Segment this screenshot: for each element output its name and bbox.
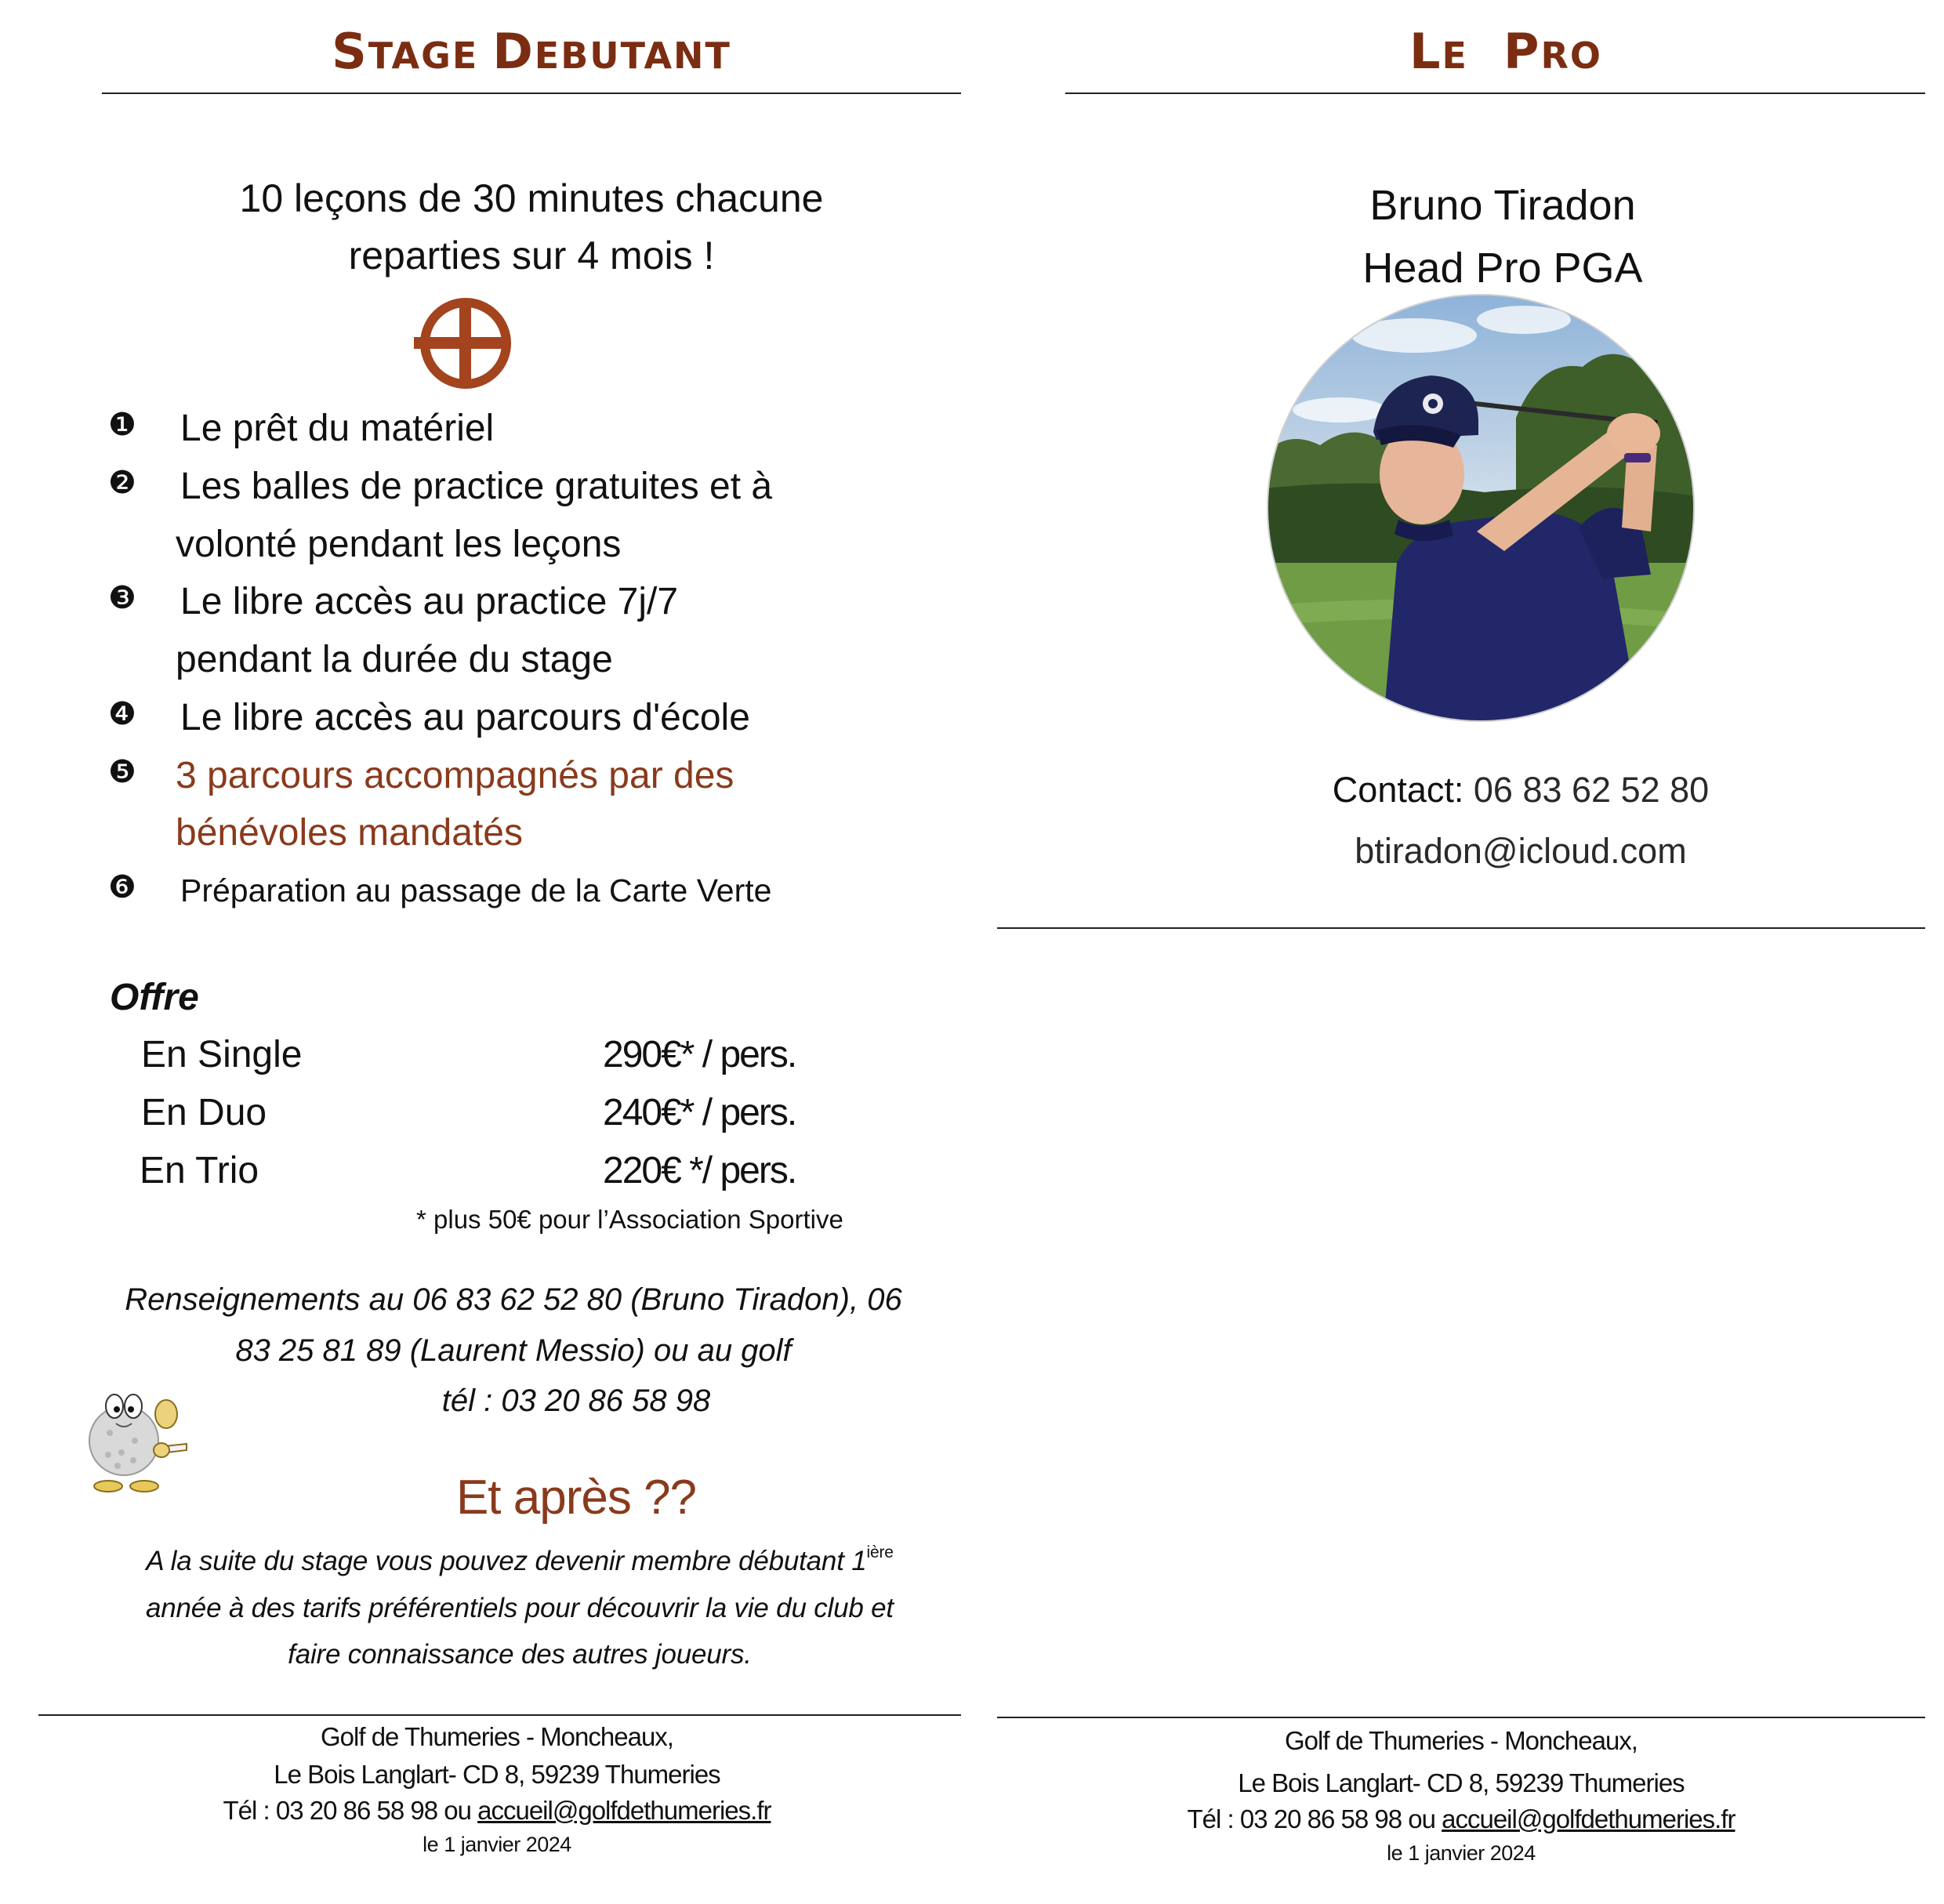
benefit-text: Les balles de practice gratuites et à [180,465,773,507]
benefit-text: bénévoles mandatés [176,812,523,854]
offer-price: 240€* / pers. [603,1092,796,1133]
number-two-icon: ❷ [108,464,136,501]
title-word: PRO [1503,23,1602,80]
pro-name: Bruno Tiradon [1369,182,1636,229]
offer-label: En Duo [141,1092,267,1133]
pro-portrait-photo [1265,292,1696,724]
pro-contact [1129,760,1913,821]
benefit-item [108,689,955,747]
stage-title [102,20,961,87]
footer-email-link[interactable]: accueil@golfdethumeries.fr [1442,1804,1735,1833]
section-divider [997,927,1925,929]
offer-label: En Single [141,1034,303,1075]
after-heading: Et après ?? [455,1471,697,1525]
footer-phone: Tél : 03 20 86 58 98 ou [223,1796,478,1825]
footer-address: Le Bois Langlart- CD 8, 59239 Thumeries [274,1760,720,1789]
footer-divider [997,1717,1925,1718]
contact-label: Contact: [1332,770,1464,810]
ordinal-suffix: ière [866,1543,894,1561]
pro-email [1129,821,1913,882]
number-six-icon: ❻ [108,869,136,905]
offer-heading: Offre [110,977,199,1018]
benefit-item [108,862,955,920]
benefit-text: Le libre accès au parcours d'école [180,696,750,738]
benefit-item [108,458,955,574]
benefit-text: 3 parcours accompagnés par des [176,754,734,796]
benefit-text: Préparation au passage de la Carte Verte [180,872,772,908]
footer-date: le 1 janvier 2024 [1387,1841,1536,1865]
benefits-list [108,400,955,920]
number-three-icon: ❸ [108,580,136,617]
after-text: A la suite du stage vous pouvez devenir membre débutant 1 [146,1546,867,1576]
after-text-line: année à des tarifs préférentiels pour découvrir la vie du club et [146,1593,894,1623]
title-word: LE [1409,23,1468,80]
offer-price: 220€ */ pers. [603,1150,796,1191]
pro-phone: 06 83 62 52 80 [1473,770,1710,810]
pro-email-text: btiradon@icloud.com [1355,831,1687,871]
intro [102,170,961,285]
offer-price: 290€* / pers. [603,1034,796,1075]
offer-row-duo [0,1084,961,1142]
title-divider [102,92,961,94]
pro-title [1503,20,1602,87]
footer-date: le 1 janvier 2024 [423,1833,571,1856]
benefit-text: Le prêt du matériel [180,408,495,449]
benefit-item [108,400,955,458]
footer-club-name: Golf de Thumeries - Moncheaux, [1285,1726,1638,1755]
intro-line: 10 leçons de 30 minutes chacune [239,176,824,220]
benefit-item [108,747,955,863]
title-word: DEBUTANT [492,23,731,80]
pro-role: Head Pro PGA [1362,245,1643,292]
footer-email-link[interactable]: accueil@golfdethumeries.fr [477,1796,771,1825]
offer-label: En Trio [140,1150,259,1191]
pro-title [1409,20,1468,87]
info-line: Renseignements au 06 83 62 52 80 (Bruno Tiradon), 06 [125,1282,902,1317]
after-text-line [78,1538,961,1585]
footer-divider [38,1714,961,1716]
footer-phone: Tél : 03 20 86 58 98 ou [1187,1804,1442,1833]
number-four-icon: ❹ [108,695,136,732]
benefit-text: pendant la durée du stage [176,639,613,680]
intro-line: reparties sur 4 mois ! [348,234,715,277]
footer-contact [999,1801,1924,1837]
plus-circle-icon [409,294,515,392]
number-five-icon: ❺ [108,753,136,790]
offer-row-trio [0,1142,961,1200]
footer-club-name: Golf de Thumeries - Moncheaux, [321,1722,673,1751]
benefit-item [108,573,955,689]
after-text-line: faire connaissance des autres joueurs. [288,1639,752,1670]
footer-contact [34,1793,959,1829]
number-one-icon: ❶ [108,407,136,443]
info-line: 83 25 81 89 (Laurent Messio) ou au golf [235,1333,792,1368]
title-divider [1065,92,1925,94]
footer-address: Le Bois Langlart- CD 8, 59239 Thumeries [1238,1768,1685,1797]
offer-footnote: * plus 50€ pour l’Association Sportive [416,1205,843,1234]
title-word: STAGE [332,23,479,80]
info-line: tél : 03 20 86 58 98 [441,1384,711,1418]
offer-row-single [0,1026,961,1084]
benefit-text: Le libre accès au practice 7j/7 [180,581,679,623]
benefit-text: volonté pendant les leçons [176,523,622,565]
